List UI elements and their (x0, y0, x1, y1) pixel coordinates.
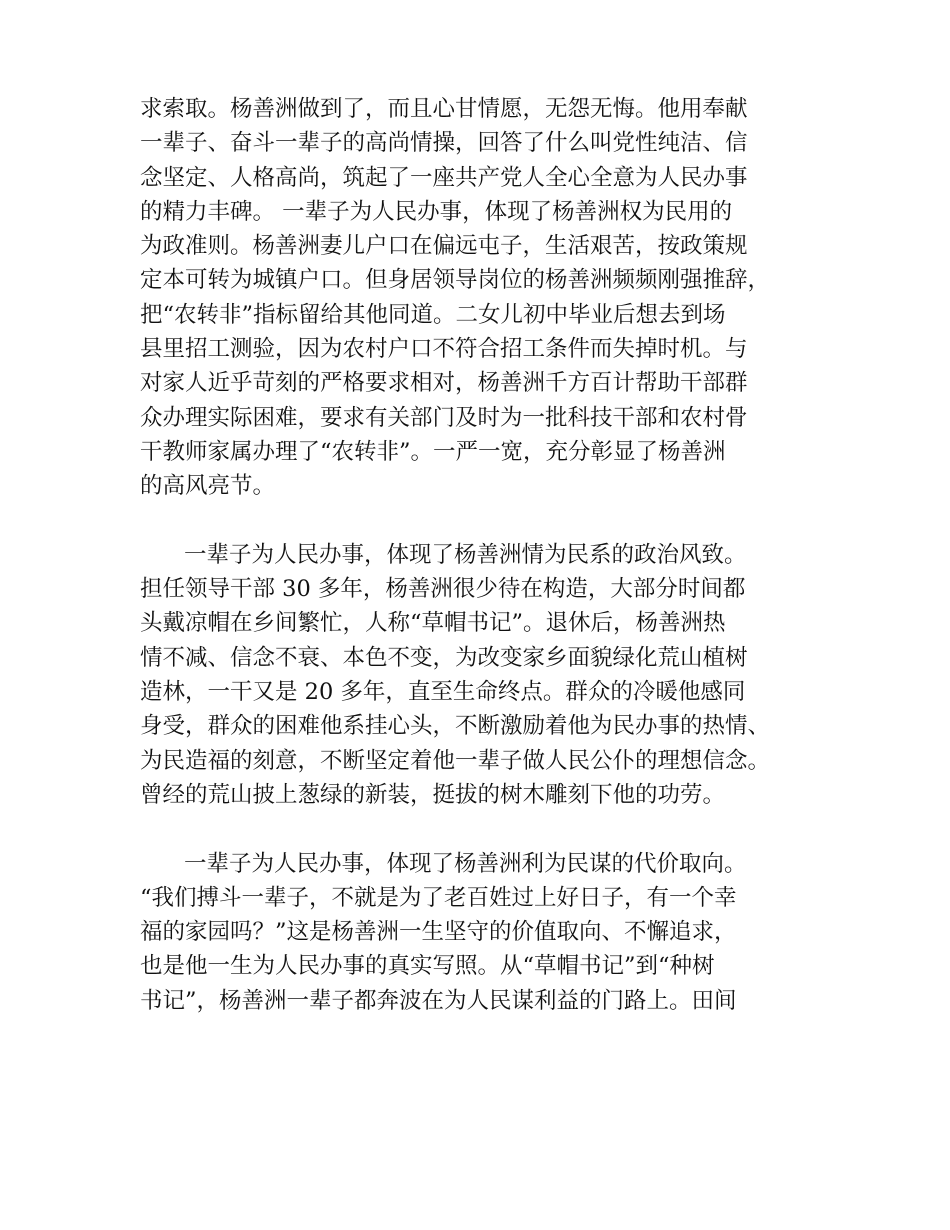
text-line: 的高风亮节。 (140, 473, 276, 500)
paragraph-spacer (140, 812, 840, 846)
text-line: 福的家园吗？”这是杨善洲一生坚守的价值取向、不懈追求， (140, 919, 737, 946)
document-body (140, 92, 840, 1018)
text-line: 情不减、信念不衰、本色不变，为改变家乡面貌绿化荒山植树 (140, 644, 748, 671)
paragraph-2 (140, 538, 840, 812)
text-line: 把“农转非”指标留给其他同道。二女儿初中毕业后想去到场 (140, 301, 726, 328)
text-line: 曾经的荒山披上葱绿的新装，挺拔的树木雕刻下他的功劳。 (140, 781, 726, 808)
text-line: 定本可转为城镇户口。但身居领导岗位的杨善洲频频刚强推辞， (140, 267, 771, 294)
text-line: 念坚定、人格高尚，筑起了一座共产党人全心全意为人民办事 (140, 164, 748, 191)
text-line: 头戴凉帽在乡间繁忙，人称“草帽书记”。退休后，杨善洲热 (140, 610, 726, 637)
text-line: “我们搏斗一辈子，不就是为了老百姓过上好日子，有一个幸 (140, 884, 737, 911)
text-line: 书记”，杨善洲一辈子都奔波在为人民谋利益的门路上。田间 (140, 987, 737, 1014)
paragraph-spacer (140, 504, 840, 538)
text-line: 求索取。杨善洲做到了，而且心甘情愿，无怨无悔。他用奉献 (140, 96, 748, 122)
text-line: 对家人近乎苛刻的严格要求相对，杨善洲千方百计帮助干部群 (140, 370, 748, 397)
text-line: 一辈子、奋斗一辈子的高尚情操，回答了什么叫党性纯洁、信 (140, 130, 748, 157)
paragraph-1 (140, 92, 840, 504)
text-line: 干教师家属办理了“农转非”。一严一宽，充分彰显了杨善洲 (140, 438, 726, 465)
text-line: 一辈子为人民办事，体现了杨善洲利为民谋的代价取向。 (184, 850, 747, 877)
text-line: 的精力丰碑。 一辈子为人民办事，体现了杨善洲权为民用的 (140, 198, 733, 225)
paragraph-3 (140, 847, 840, 1018)
text-line: 县里招工测验，因为农村户口不符合招工条件而失掉时机。与 (140, 336, 748, 363)
text-line: 众办理实际困难，要求有关部门及时为一批科技干部和农村骨 (140, 404, 748, 431)
text-line: 一辈子为人民办事，体现了杨善洲情为民系的政治风致。 (184, 541, 747, 568)
text-line: 也是他一生为人民办事的真实写照。从“草帽书记”到“种树 (140, 953, 715, 980)
text-line: 造林，一干又是 20 多年，直至生命终点。群众的冷暖他感同 (140, 679, 746, 706)
text-line: 为民造福的刻意，不断坚定着他一辈子做人民公仆的理想信念。 (140, 747, 771, 774)
text-line: 担任领导干部 30 多年，杨善洲很少待在构造，大部分时间都 (140, 576, 746, 603)
text-line: 身受，群众的困难他系挂心头，不断激励着他为民办事的热情、 (140, 713, 771, 740)
text-line: 为政准则。杨善洲妻儿户口在偏远屯子，生活艰苦，按政策规 (140, 233, 748, 260)
